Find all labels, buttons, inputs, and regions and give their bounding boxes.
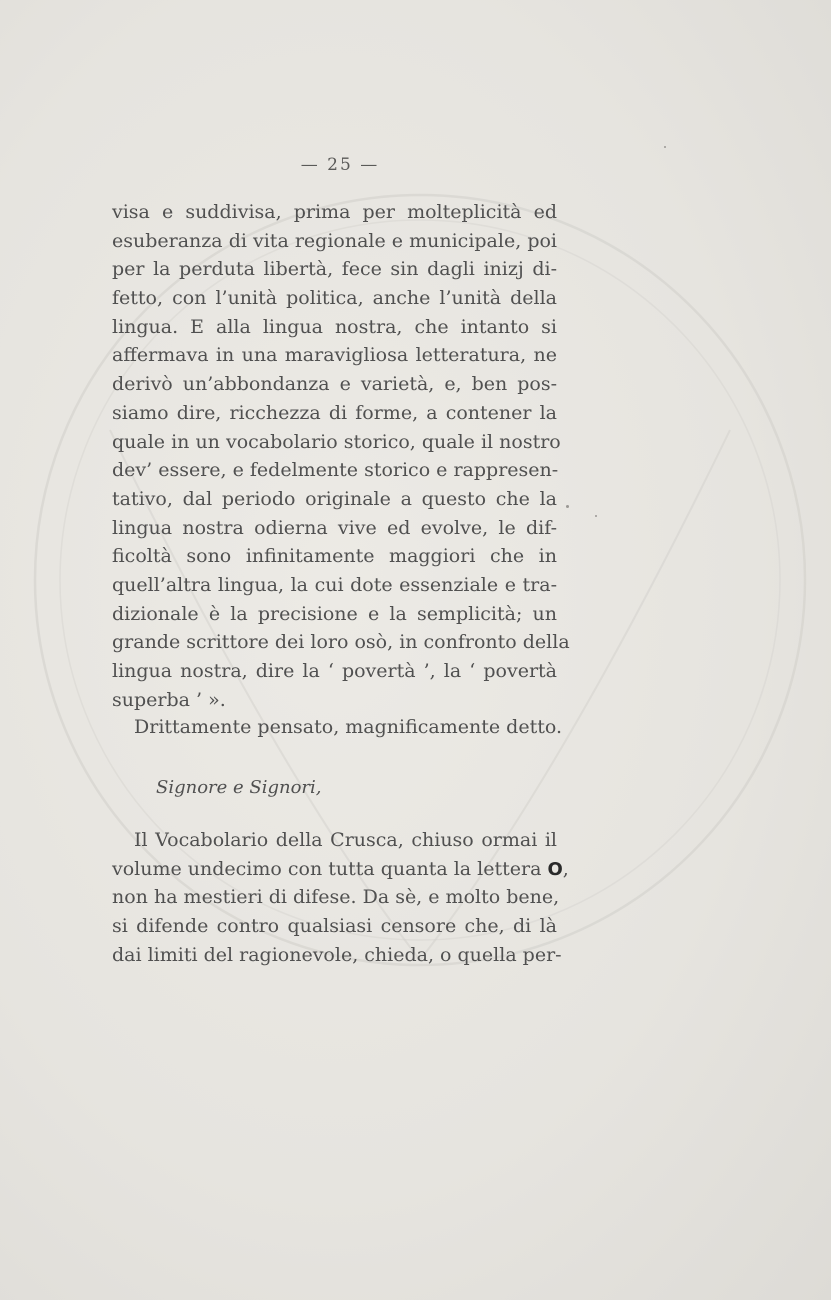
text-line: siamo dire, ricchezza di forme, a contener la: [112, 401, 557, 424]
text-line: esuberanza di vita regionale e municipale, poi: [112, 229, 557, 252]
text-fragment: volume undecimo con tutta quanta la lettera: [112, 857, 548, 880]
text-line: superba ’ ».: [112, 688, 226, 711]
text-line: quell’altra lingua, la cui dote essenziale e tra-: [112, 573, 557, 596]
text-line: lingua nostra odierna vive ed evolve, le dif-: [112, 516, 557, 539]
page-number: — 25 —: [300, 155, 380, 175]
text-line: lingua. E alla lingua nostra, che intanto si: [112, 315, 557, 338]
text-line: derivò un’abbondanza e varietà, e, ben pos-: [112, 373, 557, 396]
bold-letter: O: [547, 858, 563, 880]
text-line: si difende contro qualsiasi censore che, di là: [112, 915, 557, 938]
text-line: fetto, con l’unità politica, anche l’unità della: [112, 287, 557, 310]
text-line: Drittamente pensato, magnificamente detto.: [134, 716, 562, 738]
text-line: ficoltà sono infinitamente maggiori che in: [112, 545, 557, 568]
text-line: affermava in una maravigliosa letteratura, ne: [112, 344, 557, 367]
paper-speck: [566, 505, 569, 508]
text-line: dai limiti del ragionevole, chieda, o quella per-: [112, 943, 562, 966]
paper-speck: [595, 515, 597, 517]
closing-sentence: [112, 713, 562, 742]
text-line: quale in un vocabolario storico, quale il nostro: [112, 430, 561, 453]
text-line: Il Vocabolario della Crusca, chiuso ormai il: [134, 829, 557, 851]
text-fragment: ,: [562, 857, 569, 880]
text-line: dev’ essere, e fedelmente storico e rappresen-: [112, 459, 559, 482]
text-line: visa e suddivisa, prima per molteplicità ed: [112, 201, 557, 223]
paragraph-continuation: [112, 198, 570, 714]
section-heading: Signore e Signori,: [156, 777, 322, 798]
text-line: non ha mestieri di difese. Da sè, e molto bene,: [112, 886, 560, 909]
paper-speck: [664, 146, 666, 148]
text-line: dizionale è la precisione e la semplicità; un: [112, 602, 557, 625]
paragraph-vocabolario: [112, 826, 569, 969]
text-line: grande scrittore dei loro osò, in confronto della: [112, 631, 570, 654]
text-line: tativo, dal periodo originale a questo che la: [112, 487, 557, 510]
text-line: per la perduta libertà, fece sin dagli inizj di-: [112, 258, 557, 281]
text-line: lingua nostra, dire la ‘ povertà ’, la ‘ povertà: [112, 660, 557, 682]
text-line: [112, 855, 569, 884]
